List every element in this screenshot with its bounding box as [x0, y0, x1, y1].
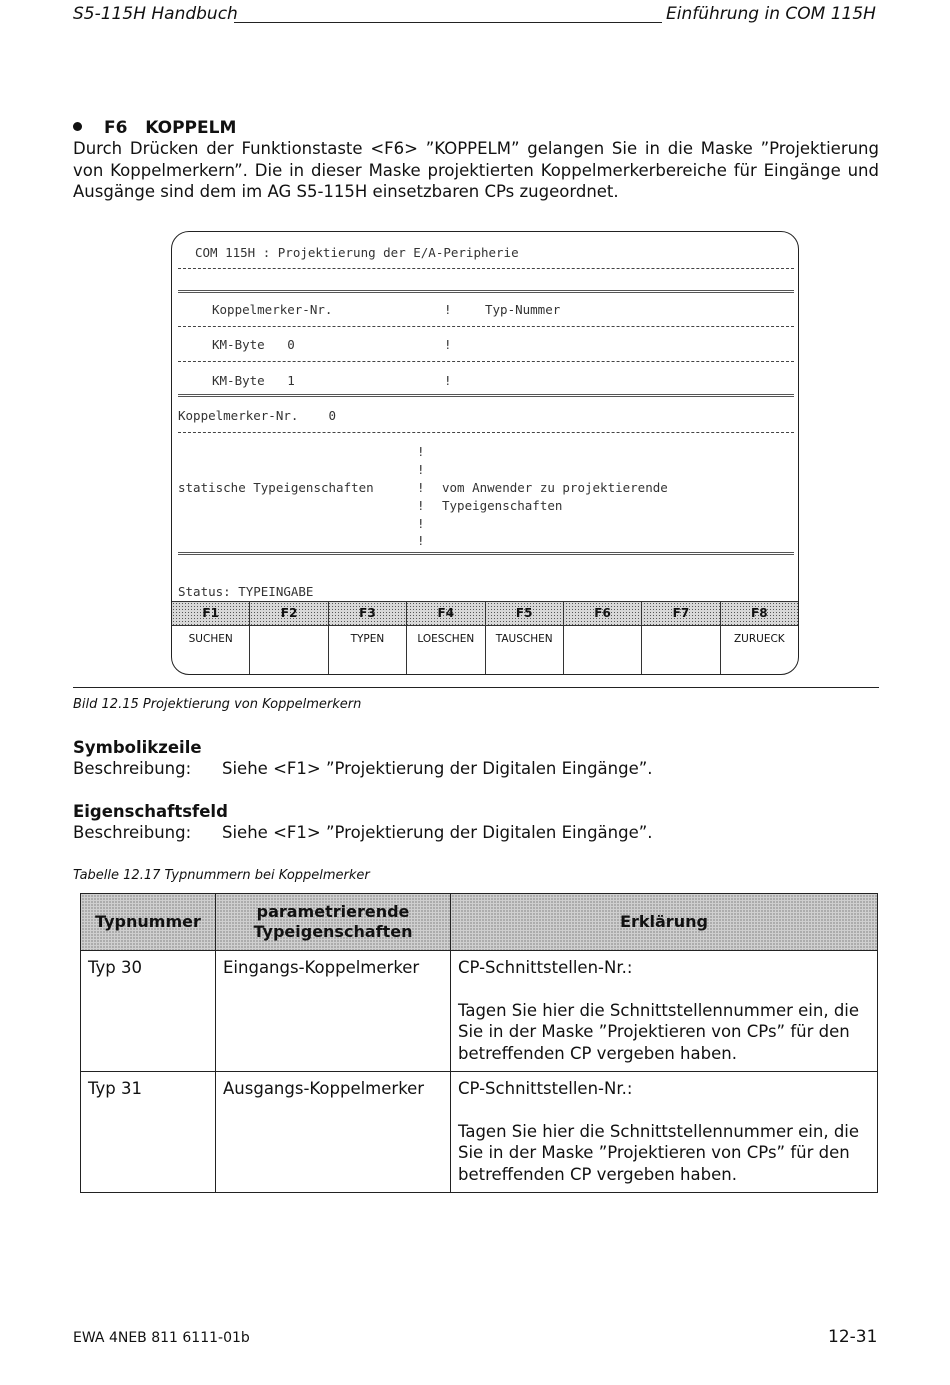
function-label-row	[172, 626, 798, 675]
divider	[178, 268, 794, 269]
divider	[178, 361, 794, 362]
fkey-label-typen[interactable]: TYPEN	[329, 626, 407, 675]
user-properties-label: vom Anwender zu projektierende	[442, 480, 668, 495]
header-erklaerung: Erklärung	[451, 894, 878, 951]
separator-bang: !	[417, 533, 425, 548]
fkey-f7[interactable]: F7	[642, 602, 720, 625]
cell-param: Ausgangs-Koppelmerker	[216, 1072, 451, 1193]
cell-typ: Typ 31	[81, 1072, 216, 1193]
divider	[178, 432, 794, 433]
section-title	[73, 118, 236, 138]
separator-bang: !	[417, 444, 425, 459]
table-header-row	[81, 894, 878, 951]
fkey-label-empty	[250, 626, 328, 675]
section-key: F6	[104, 118, 128, 138]
function-key-row	[172, 602, 798, 626]
status-line: Status: TYPEINGABE	[178, 584, 314, 599]
separator-bang: !	[444, 302, 452, 317]
description-text: Siehe <F1> ”Projektierung der Digitalen Eingänge”.	[222, 759, 653, 778]
column-header-typ-nummer: Typ-Nummer	[485, 302, 561, 317]
user-properties-label: Typeigenschaften	[442, 498, 563, 513]
separator-bang: !	[444, 337, 452, 352]
eigenschaftsfeld-description	[73, 823, 653, 842]
cell-explanation	[451, 1072, 878, 1193]
fkey-label-loeschen[interactable]: LOESCHEN	[407, 626, 485, 675]
explanation-title: CP-Schnittstellen-Nr.:	[458, 958, 633, 977]
terminal-screen	[171, 231, 799, 675]
header-rule	[234, 22, 662, 23]
description-text: Siehe <F1> ”Projektierung der Digitalen Eingänge”.	[222, 823, 653, 842]
fkey-label-zurueck[interactable]: ZURUECK	[733, 633, 785, 645]
symbolikzeile-description	[73, 759, 653, 778]
koppelmerker-line: Koppelmerker-Nr. 0	[178, 408, 337, 423]
divider	[178, 394, 794, 397]
km-byte-row: KM-Byte 1	[212, 373, 295, 388]
fkey-f8[interactable]: F8	[751, 606, 768, 620]
fkey-label-empty	[564, 626, 642, 675]
screen-title: COM 115H : Projektierung der E/A-Peripherie	[195, 245, 519, 260]
explanation-text: Tagen Sie hier die Schnittstellennummer ein, die Sie in der Maske ”Projektieren von CPs” für den betreffenden CP vergeben haben.	[458, 1121, 860, 1184]
static-properties-label: statische Typeigenschaften	[178, 480, 374, 495]
divider	[178, 290, 794, 293]
divider	[178, 326, 794, 327]
symbolikzeile-heading: Symbolikzeile	[73, 738, 202, 757]
column-header-koppelmerker: Koppelmerker-Nr.	[212, 302, 333, 317]
fkey-f6[interactable]: F6	[564, 602, 642, 625]
explanation-title: CP-Schnittstellen-Nr.:	[458, 1079, 633, 1098]
separator-bang: !	[444, 373, 452, 388]
cell-typ: Typ 30	[81, 951, 216, 1072]
cell-explanation	[451, 951, 878, 1072]
header-parametrierende: parametrierende Typeigenschaften	[216, 894, 451, 951]
fkey-f4[interactable]: F4	[407, 602, 485, 625]
function-key-bar	[172, 601, 798, 675]
separator-bang: !	[417, 480, 425, 495]
separator-bang: !	[417, 462, 425, 477]
bullet-icon	[73, 122, 82, 131]
separator-bang: !	[417, 516, 425, 531]
fkey-f2[interactable]: F2	[250, 602, 328, 625]
cell-param: Eingangs-Koppelmerker	[216, 951, 451, 1072]
footer-page-number: 12-31	[828, 1327, 878, 1347]
section-paragraph: Durch Drücken der Funktionstaste <F6> ”KOPPELM” gelangen Sie in die Maske ”Projektierung von Koppelmerkern”. Die in dieser Maske projektierten Koppelmerkerbereiche für Eingänge und Ausgänge sind dem im AG S5-115H einsetzbaren CPs zugeordnet.	[73, 139, 879, 201]
fkey-f3[interactable]: F3	[329, 602, 407, 625]
eigenschaftsfeld-heading: Eigenschaftsfeld	[73, 802, 228, 821]
fkey-label-suchen[interactable]: SUCHEN	[172, 626, 250, 675]
type-number-table	[80, 893, 878, 1193]
explanation-text: Tagen Sie hier die Schnittstellennummer ein, die Sie in der Maske ”Projektieren von CPs” für den betreffenden CP vergeben haben.	[458, 1000, 860, 1063]
header-right: Einführung in COM 115H	[666, 4, 876, 24]
table-caption: Tabelle 12.17 Typnummern bei Koppelmerker	[73, 868, 370, 883]
fkey-f5[interactable]: F5	[486, 602, 564, 625]
section-name: KOPPELM	[145, 118, 237, 138]
fkey-label-empty	[642, 626, 720, 675]
fkey-label-tauschen[interactable]: TAUSCHEN	[486, 626, 564, 675]
figure-caption: Bild 12.15 Projektierung von Koppelmerkern	[73, 697, 362, 712]
footer-document-id: EWA 4NEB 811 6111-01b	[73, 1330, 250, 1346]
separator-bang: !	[417, 498, 425, 513]
km-byte-row: KM-Byte 0	[212, 337, 295, 352]
header-typnummer: Typnummer	[81, 894, 216, 951]
table-row	[81, 951, 878, 1072]
table-row	[81, 1072, 878, 1193]
header-left: S5-115H Handbuch	[73, 4, 238, 24]
divider	[178, 552, 794, 555]
fkey-f1[interactable]: F1	[172, 602, 250, 625]
description-label: Beschreibung:	[73, 823, 192, 842]
description-label: Beschreibung:	[73, 759, 192, 778]
figure-rule	[73, 687, 879, 688]
